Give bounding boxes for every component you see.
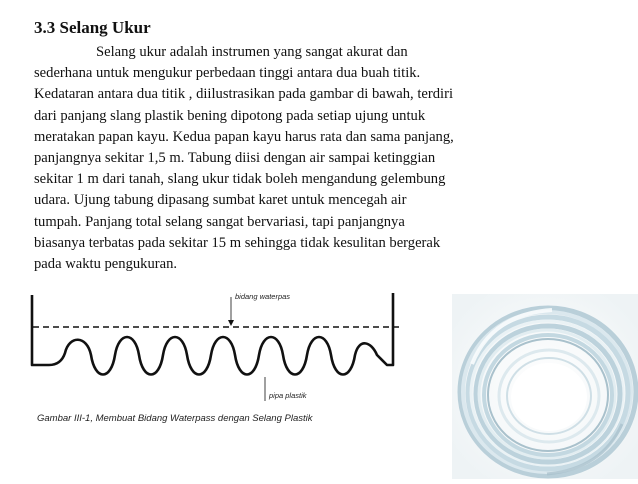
figure-caption: Gambar III-1, Membuat Bidang Waterpass dengan Selang Plastik [37,413,313,424]
label-water-level: bidang waterpas [235,292,291,301]
paragraph-line: sekitar 1 m dari tanah, slang ukur tidak boleh mengandung gelembung [34,171,446,188]
paragraph-line: dari panjang slang plastik bening dipotong pada setiap ujung untuk [34,107,426,124]
hose-coil-photo [452,294,638,479]
paragraph-line: sederhana untuk mengukur perbedaan tinggi antara dua buah titik. [34,65,421,82]
water-level-arrow [228,320,234,326]
paragraph-line: udara. Ujung tabung dipasang sumbat karet untuk mencegah air [34,192,407,209]
paragraph-line: Selang ukur adalah instrumen yang sangat akurat dan [96,44,408,60]
paragraph-line: biasanya terbatas pada sekitar 15 m sehingga tidak kesulitan bergerak [34,234,441,251]
paragraph-line: pada waktu pengukuran. [34,256,178,273]
paragraph-line: panjangnya sekitar 1,5 m. Tabung diisi dengan air sampai ketinggian [34,150,436,167]
plastic-pipe-path [32,293,393,375]
section-heading: 3.3 Selang Ukur [34,18,151,37]
body-paragraph [34,42,634,275]
paragraph-line: tumpah. Panjang total selang sangat bervariasi, tapi panjangnya [34,213,405,230]
paragraph-line: Kedataran antara dua titik , diilustrasikan pada gambar di bawah, terdiri [34,86,454,103]
label-plastic-pipe: pipa plastik [269,391,307,400]
hose-coil-image [452,294,638,479]
paragraph-line: meratakan papan kayu. Kedua papan kayu harus rata dan sama panjang, [34,128,454,145]
waterpass-figure [25,283,431,443]
